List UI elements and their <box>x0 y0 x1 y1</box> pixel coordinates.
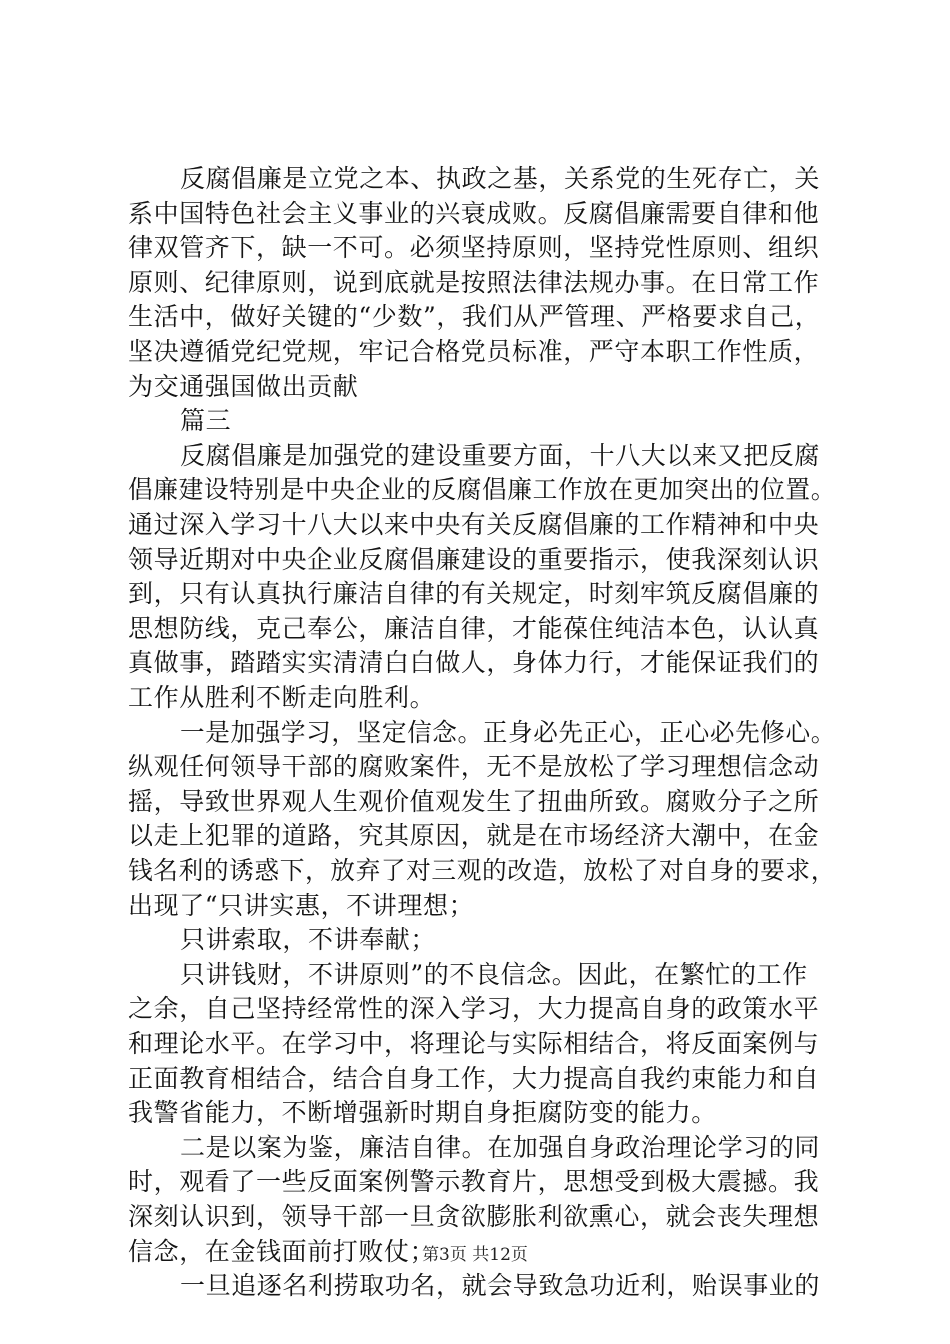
text-line: 出现了“只讲实惠，不讲理想； <box>128 890 475 920</box>
text-line: 只讲索取，不讲奉献； <box>180 925 437 955</box>
page-footer: 第3页 共12页 <box>422 1245 528 1265</box>
text-line: 以走上犯罪的道路，究其原因，就是在市场经济大潮中，在金 <box>128 821 820 851</box>
text-line: 时，观看了一些反面案例警示教育片，思想受到极大震撼。我 <box>128 1167 820 1197</box>
text-line: 通过深入学习十八大以来中央有关反腐倡廉的工作精神和中央 <box>128 510 820 539</box>
text-line: 真做事，踏踏实实清清白白做人，身体力行，才能保证我们的 <box>128 648 820 678</box>
text-line: 工作从胜利不断走向胜利。 <box>128 683 436 712</box>
text-line: 反腐倡廉是加强党的建设重要方面，十八大以来又把反腐 <box>180 440 821 470</box>
text-line: 坚决遵循党纪党规，牢记合格党员标准，严守本职工作性质， <box>128 337 820 366</box>
text-line: 原则、纪律原则，说到底就是按照法律法规办事。在日常工作 <box>128 267 820 297</box>
text-line: 二是以案为鉴，廉洁自律。在加强自身政治理论学习的同 <box>180 1132 821 1162</box>
text-line: 我警省能力，不断增强新时期自身拒腐防变的能力。 <box>128 1098 717 1128</box>
text-line: 篇三 <box>180 406 232 436</box>
text-line: 纵观任何领导干部的腐败案件，无不是放松了学习理想信念动 <box>128 752 820 782</box>
text-line: 领导近期对中央企业反腐倡廉建设的重要指示，使我深刻认识 <box>128 544 820 574</box>
text-line: 之余，自己坚持经常性的深入学习，大力提高自身的政策水平 <box>128 994 820 1024</box>
text-line: 为交通强国做出贡献 <box>128 371 359 401</box>
text-line: 倡廉建设特别是中央企业的反腐倡廉工作放在更加突出的位置。 <box>128 475 836 505</box>
text-line: 到，只有认真执行廉洁自律的有关规定，时刻牢筑反腐倡廉的 <box>128 579 820 609</box>
text-line: 正面教育相结合，结合自身工作，大力提高自我约束能力和自 <box>128 1063 820 1093</box>
text-line: 只讲钱财，不讲原则”的不良信念。因此，在繁忙的工作 <box>180 959 808 989</box>
text-line: 思想防线，克己奉公，廉洁自律，才能葆住纯洁本色，认认真 <box>128 613 820 643</box>
text-line: 深刻认识到，领导干部一旦贪欲膨胀利欲熏心，就会丧失理想 <box>128 1202 820 1231</box>
text-line: 一旦追逐名利捞取功名，就会导致急功近利，贻误事业的 <box>180 1271 821 1301</box>
text-line: 律双管齐下，缺一不可。必须坚持原则，坚持党性原则、组织 <box>128 233 820 263</box>
text-line: 反腐倡廉是立党之本、执政之基，关系党的生死存亡，关 <box>180 164 821 193</box>
text-line: 一是加强学习，坚定信念。正身必先正心，正心必先修心。 <box>180 717 836 747</box>
text-line: 和理论水平。在学习中，将理论与实际相结合，将反面案例与 <box>128 1029 820 1058</box>
text-line: 系中国特色社会主义事业的兴衰成败。反腐倡廉需要自律和他 <box>128 198 820 228</box>
text-line: 摇，导致世界观人生观价值观发生了扭曲所致。腐败分子之所 <box>128 786 820 816</box>
text-line: 钱名利的诱惑下，放弃了对三观的改造，放松了对自身的要求， <box>128 856 836 885</box>
text-line: 生活中，做好关键的“少数”，我们从严管理、严格要求自己， <box>128 302 821 332</box>
text-line: 信念，在金钱面前打败仗； <box>128 1236 436 1266</box>
